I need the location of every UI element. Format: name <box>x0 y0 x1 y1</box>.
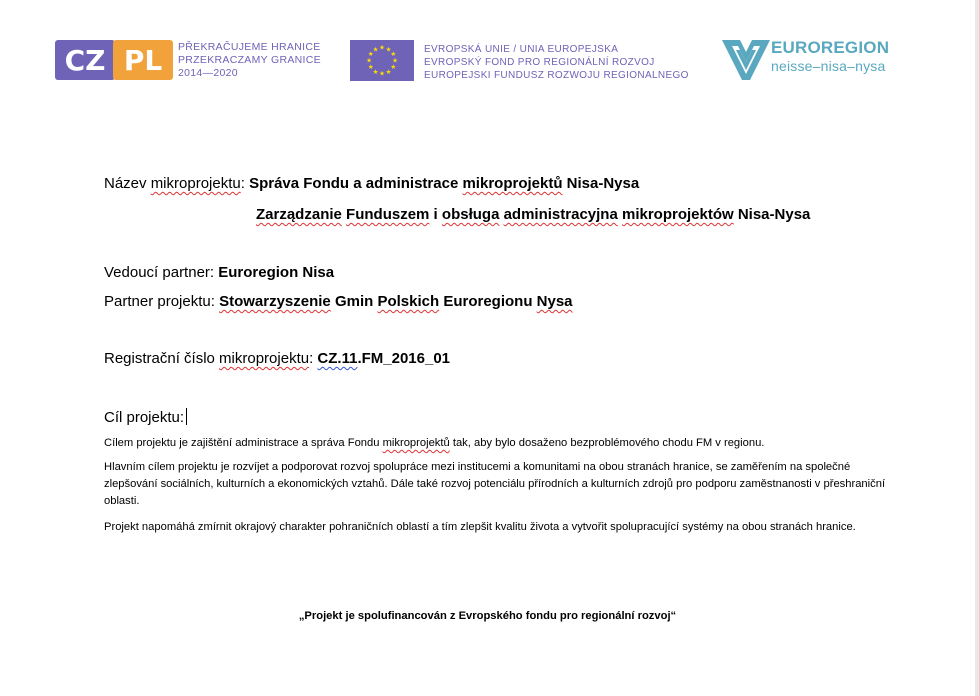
partner-part: Euroregionu <box>439 293 537 310</box>
goal-paragraph-1 <box>104 435 904 452</box>
eu-star-icon: ★ <box>366 56 372 65</box>
name-part-misspelled: obsługa <box>441 206 500 223</box>
page-edge <box>975 0 979 696</box>
czpl-mark-cz: CZ <box>64 44 106 77</box>
goal-heading[interactable] <box>104 408 187 426</box>
eu-star-icon: ★ <box>367 63 374 72</box>
cofinancing-footer: „Projekt je spolufinancován z Evropského fondu pro regionální rozvoj“ <box>298 610 677 622</box>
lead-partner-label: Vedoucí partner: <box>104 264 219 281</box>
project-name-pl <box>256 206 810 223</box>
eu-star-icon: ★ <box>385 45 392 54</box>
name-part-misspelled: Zarządzanie <box>256 206 342 223</box>
logo-czpl <box>55 38 325 84</box>
logo-eu <box>350 40 695 84</box>
p1-part: tak, aby bylo dosaženo bezproblémového chodu FM v regionu. <box>449 437 765 449</box>
eu-star-icon: ★ <box>390 50 397 59</box>
registration-line <box>104 350 450 367</box>
name-part: Nisa-Nysa <box>562 175 640 192</box>
goal-label: Cíl projektu: <box>104 409 185 426</box>
goal-paragraph-2: Hlavním cílem projektu je rozvíjet a podporovat rozvoj spolupráce mezi institucemi a komunitami na obou stranách hranice, se zaměřením na společné zlepšování sociálních, kulturních a ekonomických vztahů. Dále také rozvoj potenciálu přírodních a kulturních zdrojů pro podporu zaměstnanosti v přeshraniční oblasti. <box>104 461 886 507</box>
eu-star-icon: ★ <box>390 63 397 72</box>
project-partner-line <box>104 293 573 310</box>
label-part: Registrační číslo <box>104 350 220 367</box>
p1-part: Cílem projektu je zajištění administrace a správa Fondu <box>104 437 383 449</box>
text-cursor <box>186 408 187 425</box>
reg-part: .FM_2016_01 <box>357 350 451 367</box>
name-part: Nisa-Nysa <box>733 206 811 223</box>
label-part: : <box>309 350 318 367</box>
lead-partner-value: Euroregion Nisa <box>218 264 335 281</box>
eu-star-icon: ★ <box>392 56 398 65</box>
czpl-caption <box>178 41 321 80</box>
euroregion-mark-icon <box>722 40 770 84</box>
project-name-line-pl <box>256 206 810 223</box>
project-partner-value <box>219 293 572 310</box>
euroregion-subtitle: neisse–nisa–nysa <box>771 58 886 74</box>
label-part-misspelled: mikroprojektu <box>219 350 310 367</box>
czpl-line-3: 2014—2020 <box>178 67 238 79</box>
eu-line-2: EVROPSKÝ FOND PRO REGIONÁLNÍ ROZVOJ <box>424 57 655 68</box>
eu-line-3: EUROPEJSKI FUNDUSZ ROZWOJU REGIONALNEGO <box>424 70 689 81</box>
label-part-misspelled: mikroprojektu <box>150 175 241 192</box>
partner-part-misspelled: Nysa <box>536 293 573 310</box>
project-name-line-cz <box>104 175 639 192</box>
name-part: i <box>429 206 442 223</box>
project-partner-label: Partner projektu: <box>104 293 220 310</box>
partner-part: Gmin <box>330 293 378 310</box>
goal-paragraph-3: Projekt napomáhá zmírnit okrajový charakter pohraničních oblastí a tím zlepšit kvalitu života a vytvořit spolupracující systémy na obou stranách hranice. <box>104 521 856 533</box>
czpl-line-2: PRZEKRACZAMY GRANICE <box>178 54 321 66</box>
eu-star-icon: ★ <box>385 67 392 76</box>
name-part-misspelled: administracyjna <box>503 206 618 223</box>
czpl-logo-mark <box>55 40 173 80</box>
lead-partner-line <box>104 264 334 281</box>
project-name-label <box>104 175 249 192</box>
logo-euroregion <box>718 36 908 88</box>
registration-number <box>317 350 450 367</box>
eu-flag-icon <box>350 40 414 81</box>
czpl-mark-pl: PL <box>123 44 163 77</box>
name-part: Správa Fondu a administrace <box>249 175 463 192</box>
p1-part-misspelled: mikroprojektů <box>382 437 450 449</box>
label-part: : <box>240 175 250 192</box>
name-part-misspelled: mikroprojektów <box>621 206 734 223</box>
eu-caption <box>424 43 689 82</box>
eu-star-icon: ★ <box>379 69 385 78</box>
euroregion-title: EUROREGION <box>771 38 890 57</box>
project-name-cz <box>249 175 639 192</box>
eu-star-icon: ★ <box>367 50 374 59</box>
partner-part-misspelled: Stowarzyszenie <box>219 293 331 310</box>
label-part: Název <box>104 175 151 192</box>
reg-part-grammar: CZ.11 <box>317 350 358 367</box>
registration-label <box>104 350 317 367</box>
partner-part-misspelled: Polskich <box>377 293 440 310</box>
eu-star-icon: ★ <box>372 45 379 54</box>
czpl-line-1: PŘEKRAČUJEME HRANICE <box>178 41 321 53</box>
eu-line-1: EVROPSKÁ UNIE / UNIA EUROPEJSKA <box>424 44 619 55</box>
name-part-misspelled: Funduszem <box>346 206 430 223</box>
eu-star-icon: ★ <box>372 67 379 76</box>
name-part-misspelled: mikroprojektů <box>462 175 563 192</box>
eu-star-icon: ★ <box>379 43 385 52</box>
